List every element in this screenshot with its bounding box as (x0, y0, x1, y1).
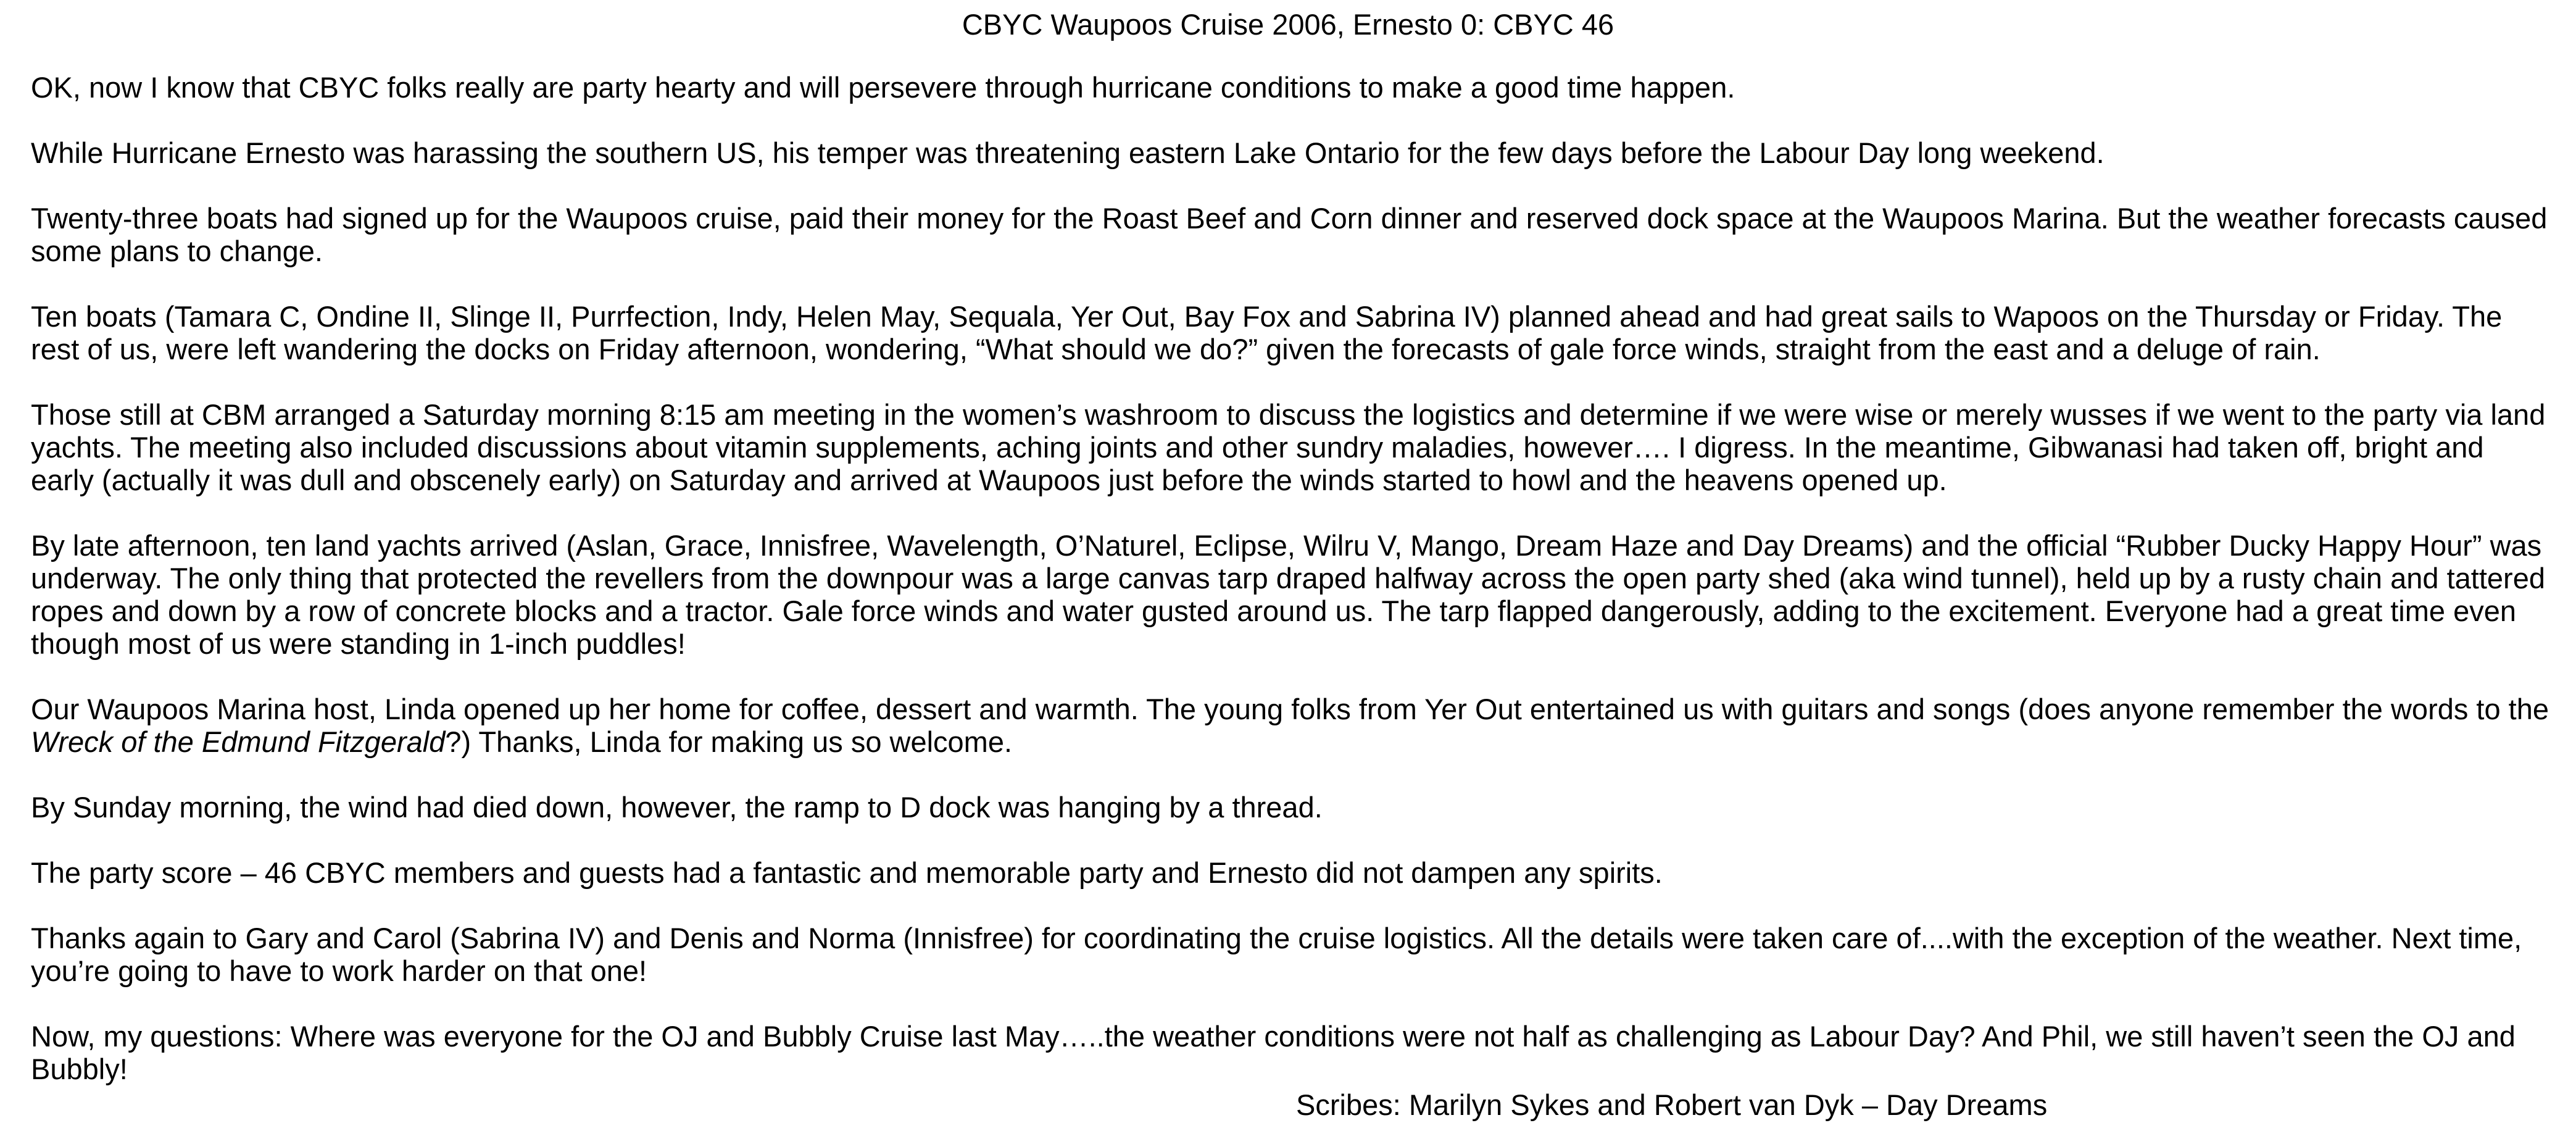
paragraph-thanks: Thanks again to Gary and Carol (Sabrina IV) and Denis and Norma (Innisfree) for coordinating the cruise logistics. All the details were taken care of....with the exception of the weather. Next time, you’re going to have to work harder on that one! (31, 922, 2522, 987)
page-title: CBYC Waupoos Cruise 2006, Ernesto 0: CBYC 46 (962, 8, 1614, 41)
signature-line: Scribes: Marilyn Sykes and Robert van Dyk – Day Dreams (1296, 1088, 2048, 1121)
paragraph-intro: OK, now I know that CBYC folks really are party hearty and will persevere through hurricane conditions to make a good time happen. (31, 71, 1735, 104)
paragraph-meeting: Those still at CBM arranged a Saturday morning 8:15 am meeting in the women’s washroom to discuss the logistics and determine if we were wise or merely wusses if we went to the party via land yachts. The meeting also included discussions about vitamin supplements, aching joints and other sundry maladies, however…. I digress. In the meantime, Gibwanasi had taken off, bright and early (actually it was dull and obscenely early) on Saturday and arrived at Waupoos just before the winds started to howl and the heavens opened up. (31, 398, 2546, 496)
paragraph-signup: Twenty-three boats had signed up for the Waupoos cruise, paid their money for the Roast Beef and Corn dinner and reserved dock space at the Waupoos Marina. But the weather forecasts caused some plans to change. (31, 202, 2548, 267)
paragraph-host-text-a: Our Waupoos Marina host, Linda opened up her home for coffee, dessert and warmth. The young folks from Yer Out entertained us with guitars and songs (does anyone remember the words to the (31, 693, 2549, 725)
paragraph-host (31, 693, 2549, 758)
paragraph-host-text-b: ?) Thanks, Linda for making us so welcome. (445, 725, 1013, 758)
paragraph-hurricane: While Hurricane Ernesto was harassing the southern US, his temper was threatening eastern Lake Ontario for the few days before the Labour Day long weekend. (31, 136, 2104, 169)
paragraph-party-score: The party score – 46 CBYC members and guests had a fantastic and memorable party and Ernesto did not dampen any spirits. (31, 856, 1663, 889)
paragraph-questions: Now, my questions: Where was everyone for the OJ and Bubbly Cruise last May…..the weather conditions were not half as challenging as Labour Day? And Phil, we still haven’t seen the OJ and Bubbly! (31, 1020, 2516, 1085)
article-body (31, 71, 2549, 1085)
paragraph-sunday: By Sunday morning, the wind had died down, however, the ramp to D dock was hanging by a thread. (31, 791, 1323, 824)
paragraph-land-yachts: By late afternoon, ten land yachts arrived (Aslan, Grace, Innisfree, Wavelength, O’Naturel, Eclipse, Wilru V, Mango, Dream Haze and Day Dreams) and the official “Rubber Ducky Happy Hour” was underway. The only thing that protected the revellers from the downpour was a large canvas tarp draped halfway across the open party shed (aka wind tunnel), held up by a rusty chain and tattered ropes and down by a row of concrete blocks and a tractor. Gale force winds and water gusted around us. The tarp flapped dangerously, adding to the excitement. Everyone had a great time even though most of us were standing in 1-inch puddles! (31, 529, 2545, 660)
song-title: Wreck of the Edmund Fitzgerald (31, 725, 446, 758)
paragraph-ten-boats: Ten boats (Tamara C, Ondine II, Slinge II, Purrfection, Indy, Helen May, Sequala, Yer Out, Bay Fox and Sabrina IV) planned ahead and had great sails to Wapoos on the Thursday or Friday. The rest of us, were left wandering the docks on Friday afternoon, wondering, “What should we do?” given the forecasts of gale force winds, straight from the east and a deluge of rain. (31, 300, 2503, 365)
